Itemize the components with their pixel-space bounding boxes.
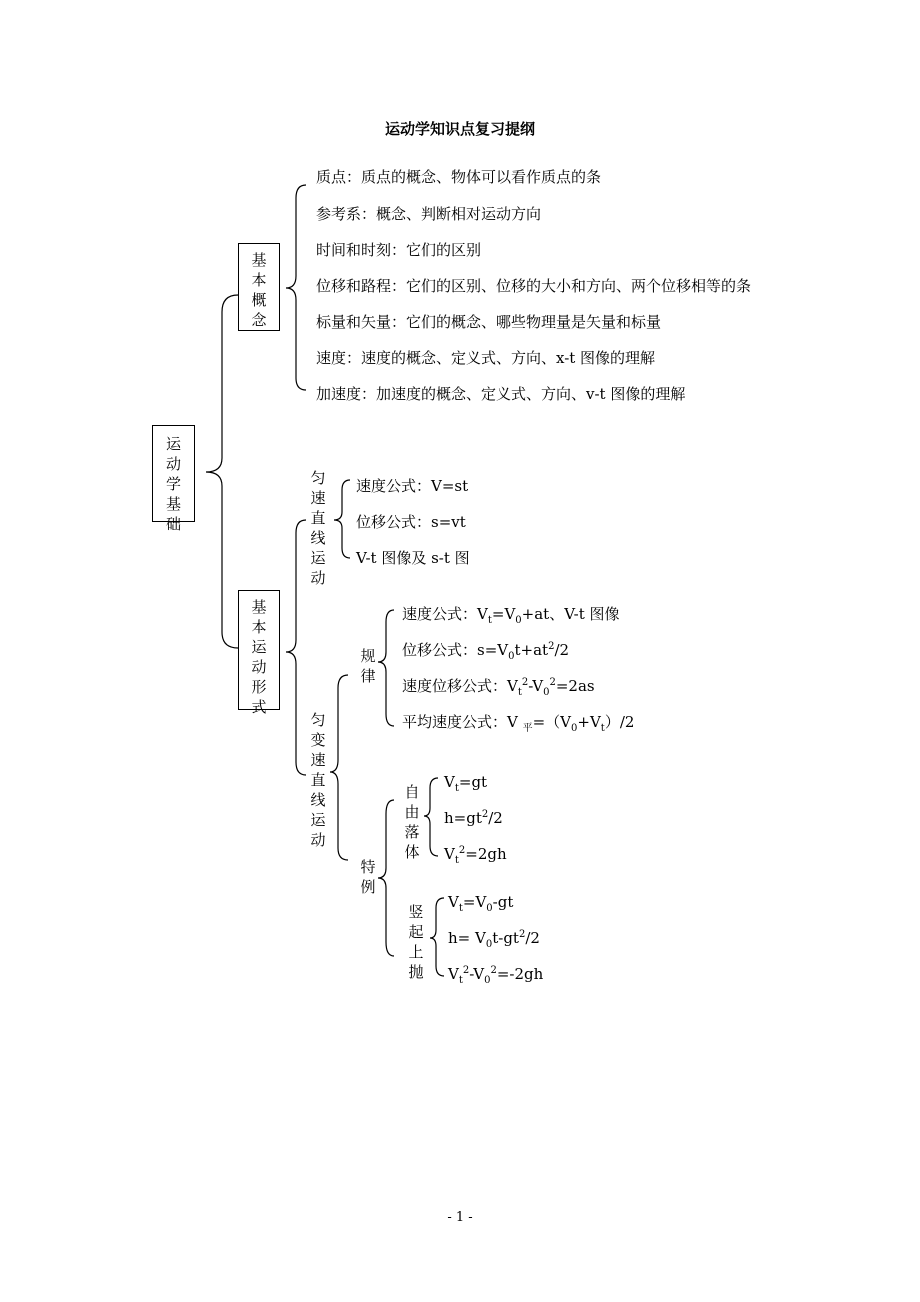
throw-formula: $h= V_0t-gt^2/2$ <box>448 929 540 950</box>
concepts-label: 基本概念 <box>251 251 267 329</box>
concept-item: 质点：质点的概念、物体可以看作质点的条 <box>316 168 602 186</box>
throw-brace <box>430 898 444 976</box>
forms-label: 基本运动形式 <box>251 598 267 716</box>
uniform-brace <box>334 480 350 558</box>
uniform-item: V-t 图像及 s-t 图 <box>356 549 470 567</box>
uniform-item: 速度公式：V=st <box>356 477 469 495</box>
page-number: - 1 - <box>447 1210 473 1225</box>
uniform-label: 匀速直线运动 <box>310 469 326 587</box>
special-label: 特例 <box>360 858 376 896</box>
root-box <box>152 425 195 533</box>
special-brace <box>378 800 394 956</box>
throw-formula: $V_t^2-V_0^2=-2gh$ <box>448 965 544 986</box>
rule-displacement: 位移公式：$s=V_0t+at^2/2$ <box>402 641 570 662</box>
concepts-box <box>238 243 280 331</box>
rules-brace <box>378 610 394 726</box>
concept-item: 位移和路程：它们的区别、位移的大小和方向、两个位移相等的条 <box>316 277 752 295</box>
rules-label: 规律 <box>360 647 376 685</box>
concept-item: 参考系：概念、判断相对运动方向 <box>316 205 542 223</box>
freefall-formula: $h=gt^2/2$ <box>444 809 503 827</box>
freefall-brace <box>424 778 438 856</box>
freefall-formula: $V_t=gt$ <box>444 773 488 794</box>
rule-average: 平均速度公式：V $_平=(V_0+V_t)/2$ <box>402 713 635 734</box>
uniform-item: 位移公式：s=vt <box>356 513 466 531</box>
page-title: 运动学知识点复习提纲 <box>384 120 535 138</box>
throw-formula: $V_t=V_0-gt$ <box>448 893 514 914</box>
forms-box <box>238 590 280 716</box>
throw-label: 竖起上抛 <box>408 903 424 981</box>
concept-item: 时间和时刻：它们的区别 <box>316 241 482 259</box>
freefall-label: 自由落体 <box>404 783 420 861</box>
root-label: 运动学基础 <box>165 435 181 533</box>
accelerated-label: 匀变速直线运动 <box>310 711 326 849</box>
concept-item: 加速度：加速度的概念、定义式、方向、v-t 图像的理解 <box>316 385 686 403</box>
rule-velocity-displacement: 速度位移公式：$V_t^2-V_0^2=2as$ <box>402 677 595 698</box>
forms-brace <box>286 520 306 775</box>
concept-item: 速度：速度的概念、定义式、方向、x-t 图像的理解 <box>316 349 656 367</box>
concepts-brace <box>286 185 306 390</box>
rule-velocity: 速度公式：$V_t=V_0+at$、V-t 图像 <box>402 605 620 626</box>
accelerated-brace <box>330 675 348 860</box>
freefall-formula: $V_t^2=2gh$ <box>444 845 507 866</box>
concept-item: 标量和矢量：它们的概念、哪些物理量是矢量和标量 <box>316 313 662 331</box>
root-brace <box>206 295 238 648</box>
